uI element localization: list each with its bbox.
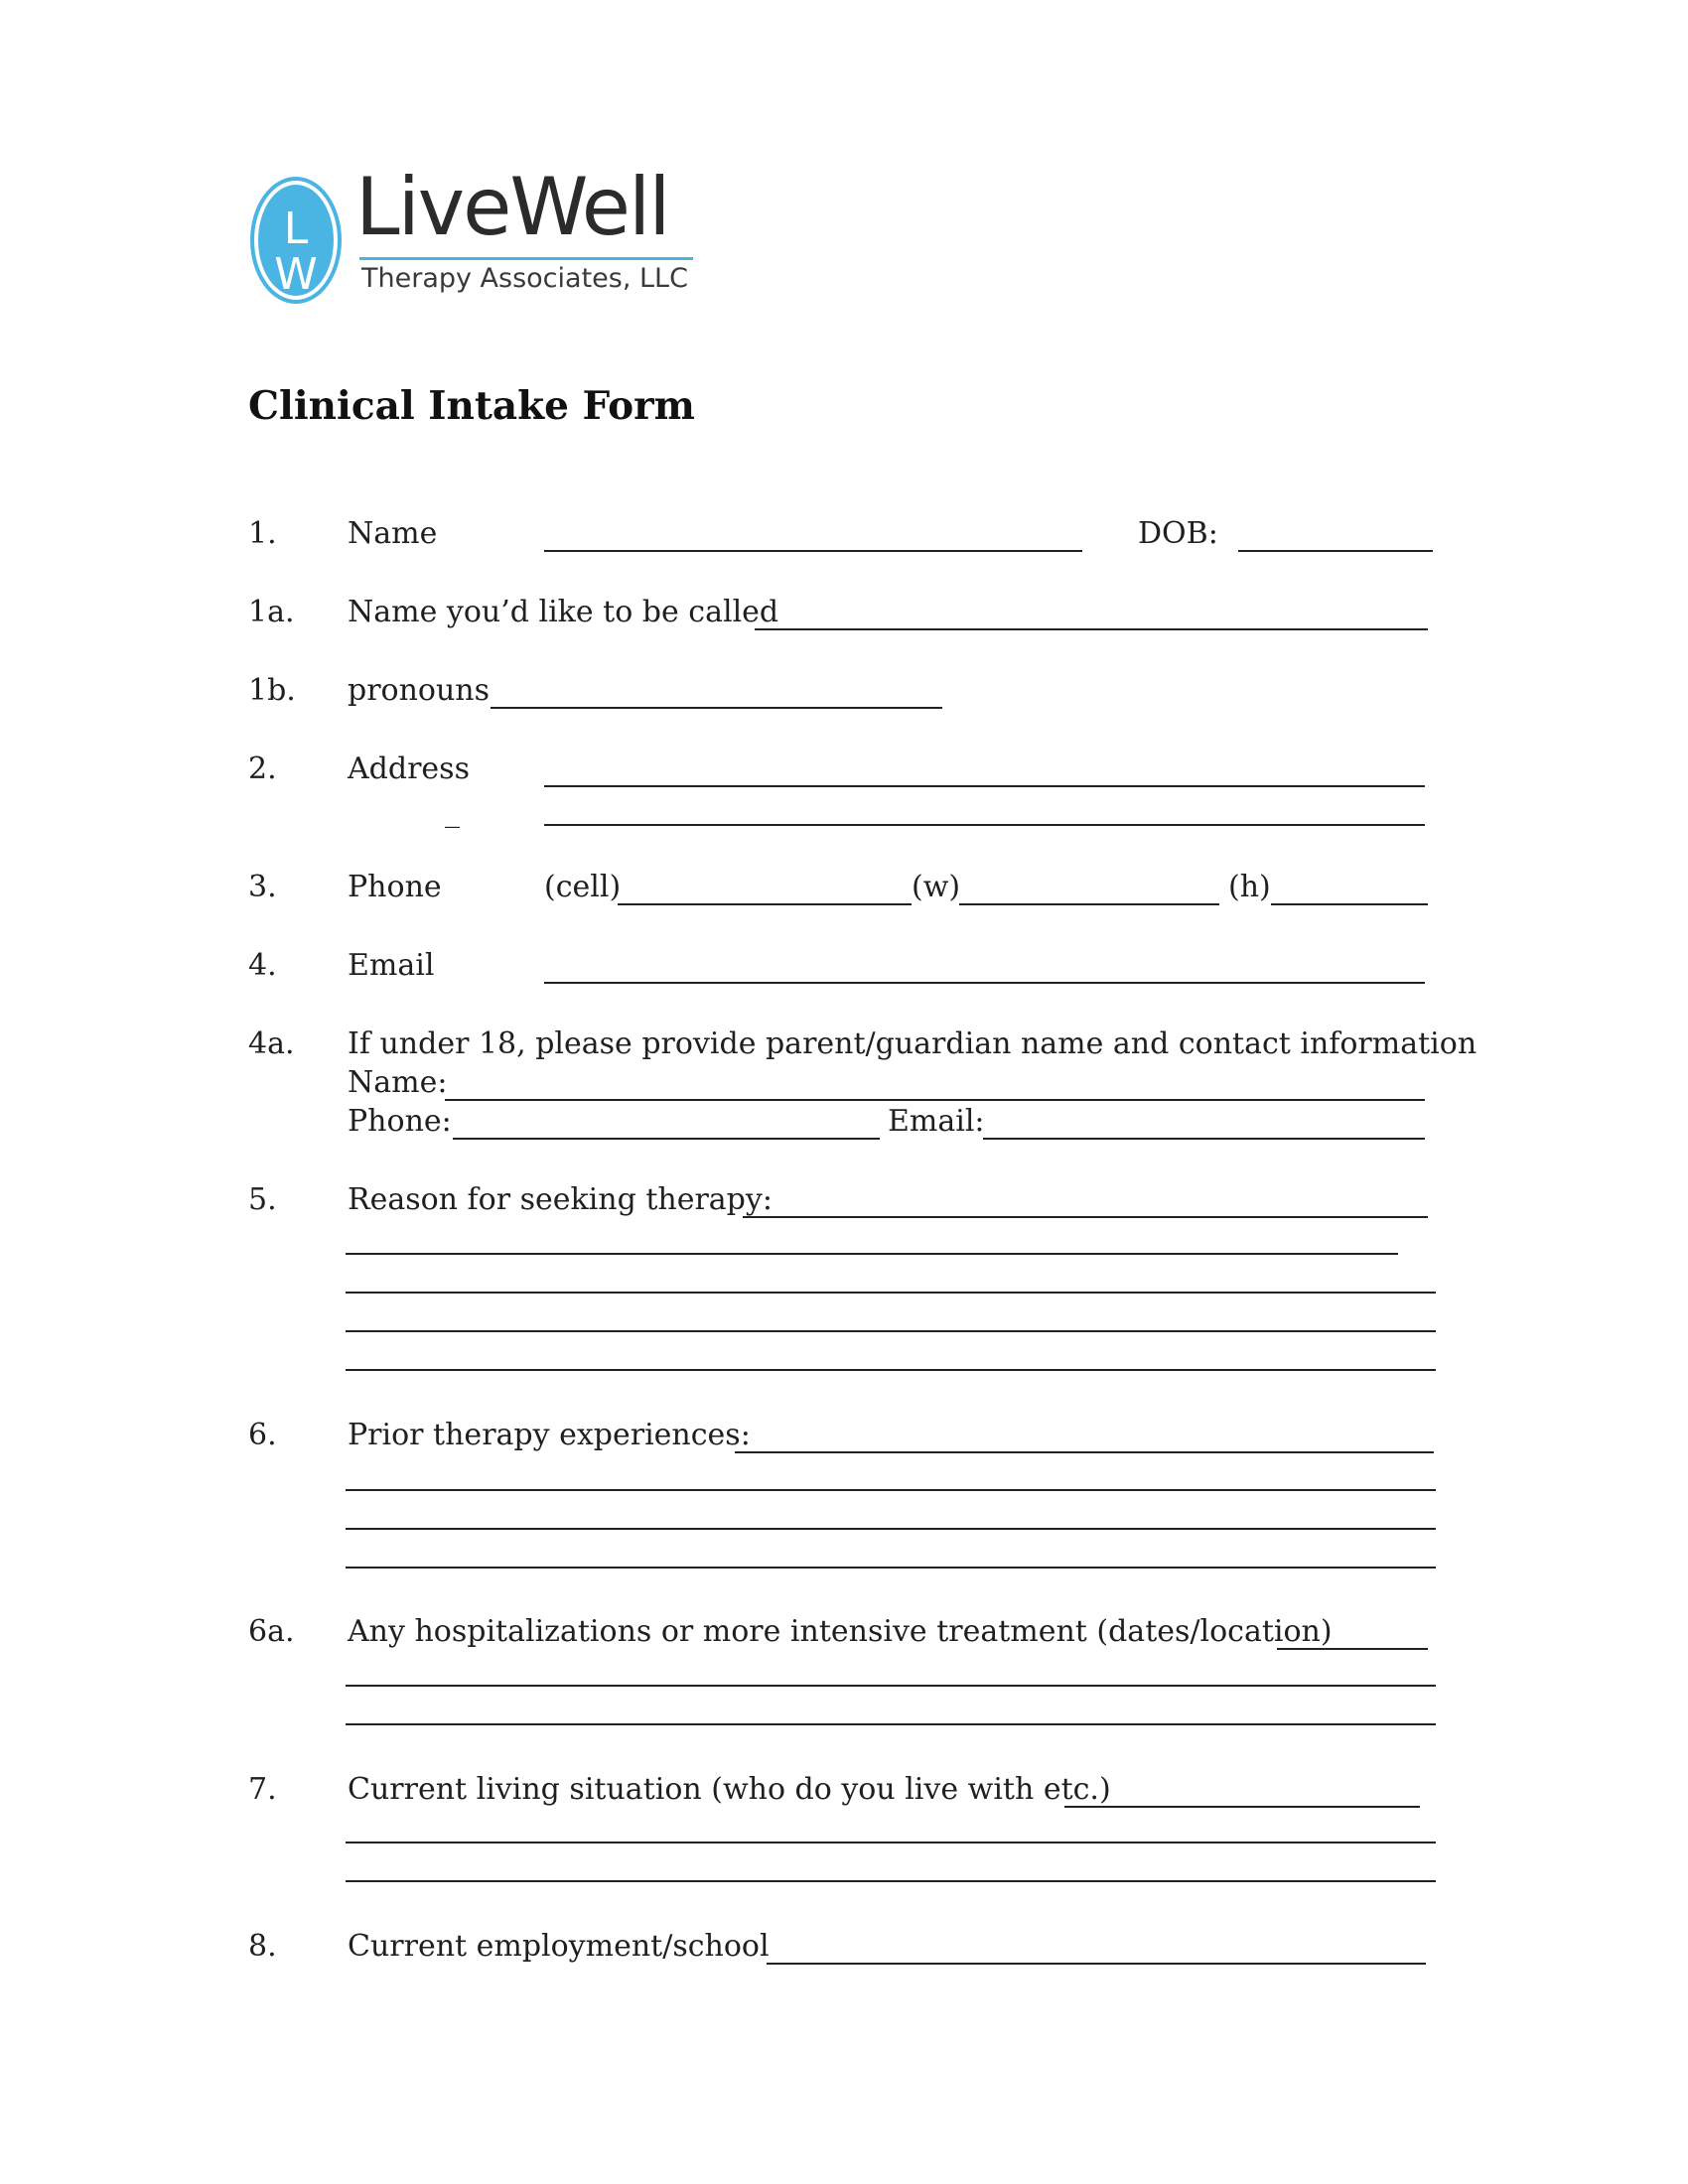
preferred-name-field[interactable]	[755, 628, 1428, 630]
home-phone-field[interactable]	[1271, 903, 1428, 905]
item-6a-number: 6a.	[248, 1614, 295, 1649]
item-2-number: 2.	[248, 751, 277, 786]
address-line-2-field[interactable]	[544, 824, 1425, 826]
item-1b-label: pronouns	[348, 673, 491, 708]
prior-therapy-line-2-field[interactable]	[346, 1489, 1436, 1491]
guardian-phone-label: Phone:	[348, 1104, 452, 1139]
item-4a-number: 4a.	[248, 1026, 295, 1061]
work-phone-field[interactable]	[959, 903, 1219, 905]
svg-text:W: W	[274, 249, 318, 300]
employment-school-field[interactable]	[767, 1963, 1426, 1965]
item-1a-number: 1a.	[248, 595, 295, 629]
prior-therapy-line-3-field[interactable]	[346, 1528, 1436, 1530]
item-6-number: 6.	[248, 1418, 277, 1452]
living-situation-line-1-field[interactable]	[1064, 1806, 1420, 1808]
home-label: (h)	[1228, 870, 1271, 904]
name-field[interactable]	[544, 550, 1082, 552]
item-1-label: Name	[348, 516, 438, 551]
company-logo	[248, 161, 705, 308]
reason-line-4-field[interactable]	[346, 1330, 1436, 1332]
dob-field[interactable]	[1238, 550, 1433, 552]
prior-therapy-line-1-field[interactable]	[735, 1451, 1434, 1453]
cell-label: (cell)	[544, 870, 622, 904]
hospitalization-line-2-field[interactable]	[346, 1685, 1436, 1687]
address-dash: _	[445, 794, 460, 829]
prior-therapy-line-4-field[interactable]	[346, 1567, 1436, 1569]
work-label: (w)	[912, 870, 961, 904]
form-title: Clinical Intake Form	[248, 383, 695, 429]
item-3-label: Phone	[348, 870, 442, 904]
item-4a-label: If under 18, please provide parent/guardian name and contact information	[348, 1026, 1477, 1061]
living-situation-line-2-field[interactable]	[346, 1842, 1436, 1843]
item-6a-label: Any hospitalizations or more intensive treatment (dates/location)	[348, 1614, 1333, 1649]
dob-label: DOB:	[1138, 516, 1218, 551]
guardian-email-field[interactable]	[983, 1138, 1425, 1140]
item-4-number: 4.	[248, 948, 277, 983]
item-7-label: Current living situation (who do you live with etc.)	[348, 1772, 1111, 1807]
svg-text:L: L	[283, 204, 309, 254]
item-2-label: Address	[348, 751, 470, 786]
guardian-phone-field[interactable]	[453, 1138, 880, 1140]
item-3-number: 3.	[248, 870, 277, 904]
guardian-name-field[interactable]	[445, 1099, 1425, 1101]
item-1a-label: Name you’d like to be called	[348, 595, 779, 629]
item-7-number: 7.	[248, 1772, 277, 1807]
logo-name: LiveWell	[355, 161, 669, 253]
hospitalization-line-3-field[interactable]	[346, 1723, 1436, 1725]
item-5-number: 5.	[248, 1182, 277, 1217]
hospitalization-line-1-field[interactable]	[1277, 1648, 1428, 1650]
living-situation-line-3-field[interactable]	[346, 1880, 1436, 1882]
reason-line-2-field[interactable]	[346, 1253, 1398, 1255]
reason-line-5-field[interactable]	[346, 1369, 1436, 1371]
item-8-label: Current employment/school	[348, 1929, 770, 1964]
item-1-number: 1.	[248, 516, 277, 551]
logo-divider	[359, 257, 693, 260]
item-5-label: Reason for seeking therapy:	[348, 1182, 773, 1217]
address-line-1-field[interactable]	[544, 785, 1425, 787]
item-4-label: Email	[348, 948, 435, 983]
reason-line-1-field[interactable]	[743, 1216, 1428, 1218]
reason-line-3-field[interactable]	[346, 1292, 1436, 1294]
item-1b-number: 1b.	[248, 673, 296, 708]
pronouns-field[interactable]	[491, 707, 942, 709]
logo-subtitle: Therapy Associates, LLC	[361, 263, 688, 294]
email-field[interactable]	[544, 982, 1425, 984]
cell-phone-field[interactable]	[618, 903, 912, 905]
lw-emblem-icon	[248, 174, 348, 308]
guardian-name-label: Name:	[348, 1065, 448, 1100]
item-6-label: Prior therapy experiences:	[348, 1418, 751, 1452]
guardian-email-label: Email:	[888, 1104, 985, 1139]
item-8-number: 8.	[248, 1929, 277, 1964]
